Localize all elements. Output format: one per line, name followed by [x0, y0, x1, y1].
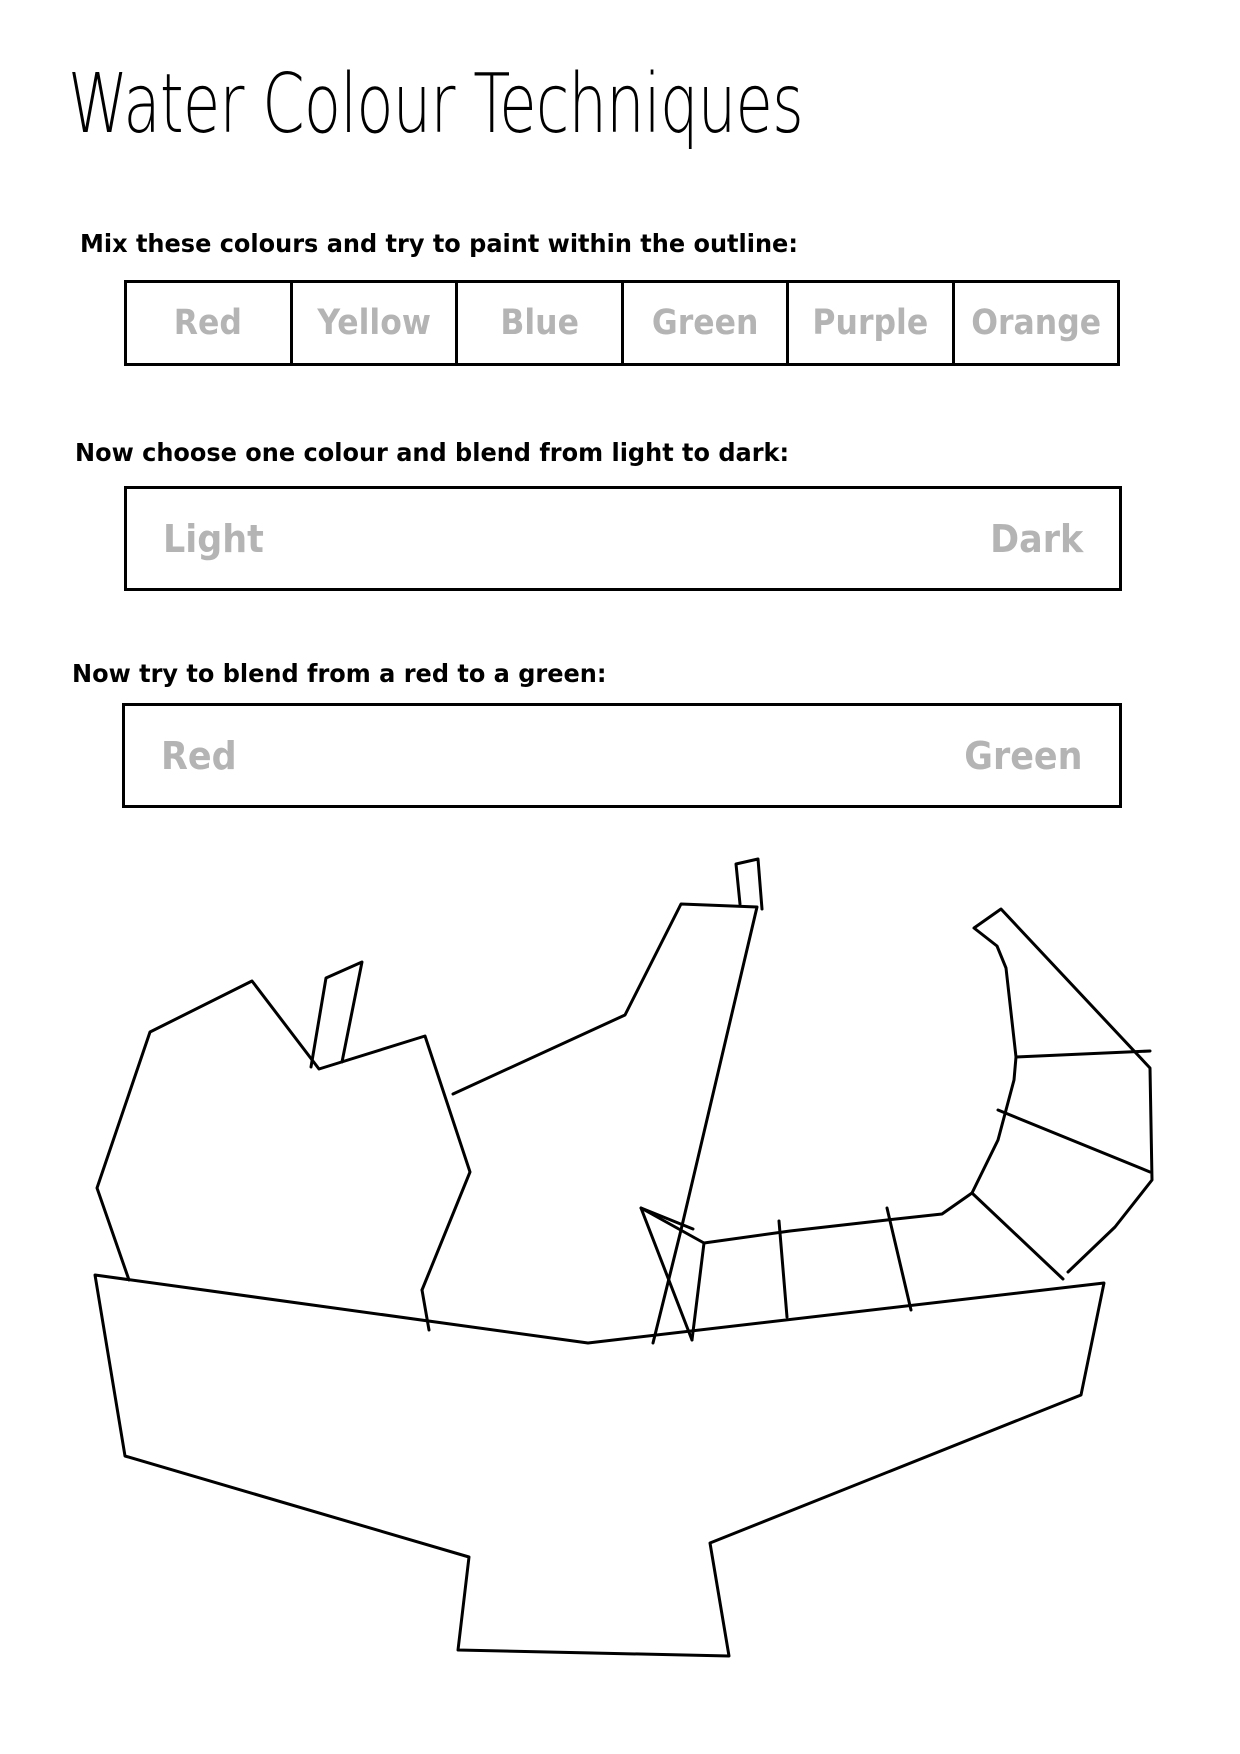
blend-end-label: Green: [964, 733, 1083, 778]
swatch-label: Red: [174, 303, 243, 343]
banana-outer-edge[interactable]: [641, 1208, 693, 1340]
red-green-instruction: Now try to blend from a red to a green:: [72, 659, 607, 688]
apple-outline[interactable]: [97, 981, 470, 1290]
swatch-label: Orange: [970, 303, 1101, 343]
mix-colours-instruction: Mix these colours and try to paint within the outline:: [80, 229, 798, 258]
page-title: Water Colour Techniques: [68, 57, 803, 152]
light-dark-instruction: Now choose one colour and blend from light to dark:: [75, 438, 790, 467]
swatch-label: Blue: [499, 303, 579, 343]
swatch-label: Green: [651, 303, 759, 343]
banana-segment-line: [1016, 1051, 1150, 1057]
blend-end-label: Dark: [989, 516, 1083, 561]
bowl-outline[interactable]: [95, 1275, 1104, 1656]
swatch-label: Purple: [812, 303, 929, 343]
blend-start-label: Light: [163, 516, 264, 561]
banana-segment-line: [887, 1208, 911, 1310]
blend-start-label: Red: [161, 733, 237, 778]
banana-body[interactable]: [641, 909, 1152, 1272]
pear-stem: [736, 859, 762, 909]
apple-stem: [311, 962, 362, 1067]
apple-lower-edge: [422, 1290, 429, 1330]
swatch-label: Yellow: [316, 303, 431, 343]
banana-segment-line: [779, 1221, 787, 1317]
pear-outline[interactable]: [453, 904, 757, 1230]
banana-inner-curve: [692, 1243, 704, 1340]
banana-segment-line: [972, 1193, 1063, 1279]
banana-segment-line: [998, 1110, 1150, 1172]
